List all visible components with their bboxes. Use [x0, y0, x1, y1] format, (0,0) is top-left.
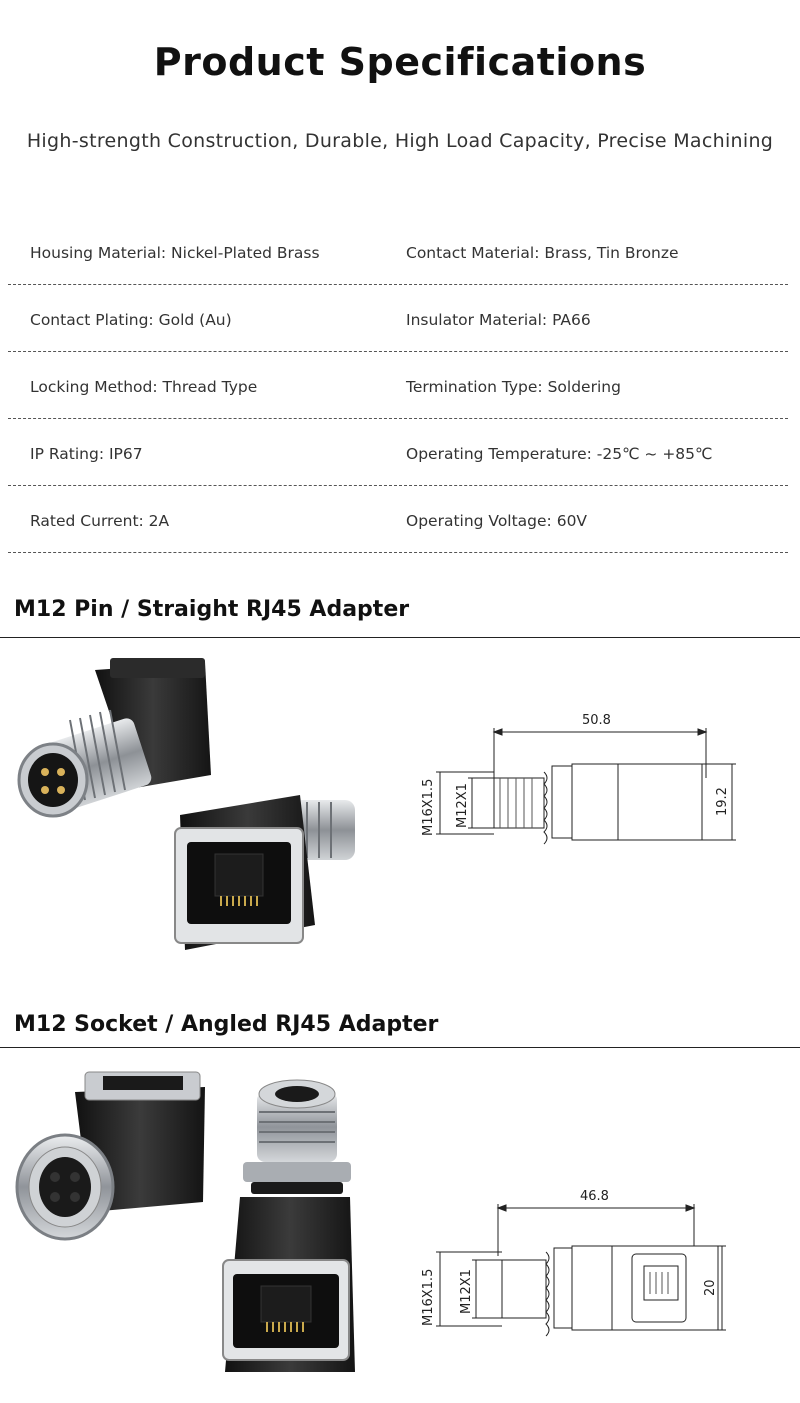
spec-table — [8, 218, 788, 553]
spec-locking-method: Locking Method: Thread Type — [30, 378, 258, 396]
section-title-straight: M12 Pin / Straight RJ45 Adapter — [14, 597, 410, 622]
inner-thread-dimension: M12X1 — [455, 783, 470, 828]
spec-rated-current: Rated Current: 2A — [30, 512, 170, 530]
length-dimension: 50.8 — [582, 713, 611, 728]
spec-termination-type: Termination Type: Soldering — [406, 378, 621, 396]
spec-row — [8, 486, 788, 553]
inner-thread-dimension: M12X1 — [459, 1269, 474, 1314]
spec-row — [8, 419, 788, 486]
outer-thread-dimension: M16X1.5 — [421, 1268, 436, 1326]
spec-contact-plating: Contact Plating: Gold (Au) — [30, 311, 232, 329]
spec-operating-voltage: Operating Voltage: 60V — [406, 512, 588, 530]
page-title: Product Specifications — [153, 40, 647, 84]
height-dimension: 20 — [703, 1279, 718, 1296]
spec-row — [8, 352, 788, 419]
page-subtitle: High-strength Construction, Durable, High Load Capacity, Precise Machining — [26, 130, 774, 152]
height-dimension: 19.2 — [715, 787, 730, 816]
section-divider — [0, 637, 800, 638]
straight-adapter-photo — [15, 650, 385, 970]
spec-row — [8, 285, 788, 352]
spec-contact-material: Contact Material: Brass, Tin Bronze — [406, 244, 679, 262]
section-divider — [0, 1047, 800, 1048]
straight-adapter-drawing — [410, 700, 750, 850]
spec-housing-material: Housing Material: Nickel-Plated Brass — [30, 244, 320, 262]
section-title-angled: M12 Socket / Angled RJ45 Adapter — [14, 1012, 439, 1037]
spec-row — [8, 218, 788, 285]
angled-adapter-photo — [15, 1062, 385, 1387]
length-dimension: 46.8 — [580, 1189, 609, 1204]
spec-operating-temperature: Operating Temperature: -25℃ ~ +85℃ — [406, 445, 713, 463]
outer-thread-dimension: M16X1.5 — [421, 778, 436, 836]
spec-ip-rating: IP Rating: IP67 — [30, 445, 143, 463]
angled-adapter-drawing — [410, 1180, 750, 1340]
spec-insulator-material: Insulator Material: PA66 — [406, 311, 591, 329]
